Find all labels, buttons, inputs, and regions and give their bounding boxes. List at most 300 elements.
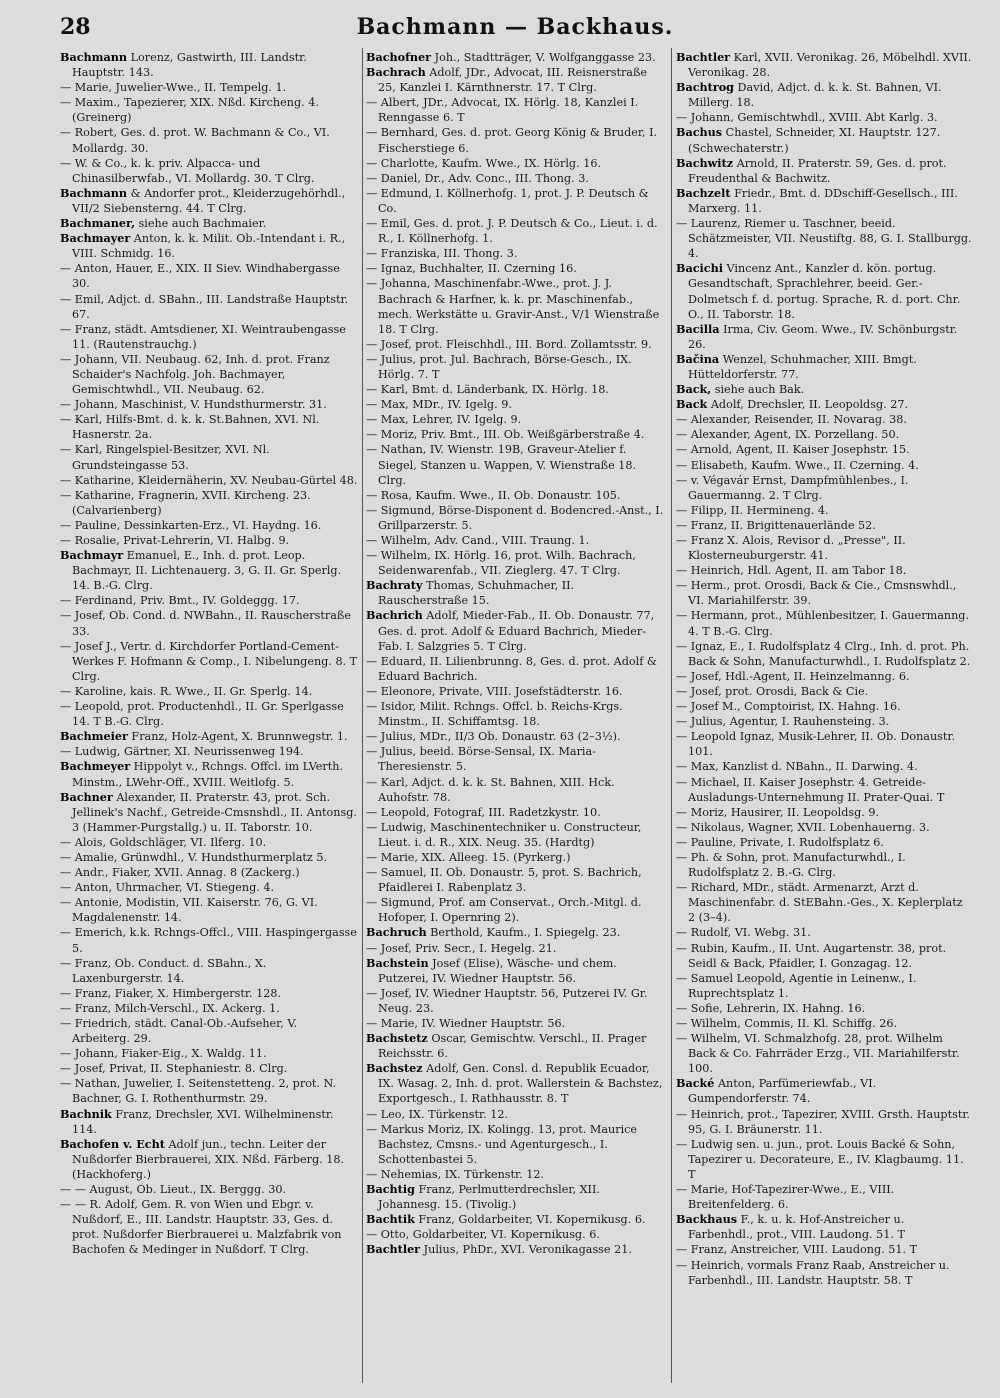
directory-entry [60, 639, 358, 684]
entry-details: — Sigmund, Börse-Disponent d. Bodencred.-Anst., I. Grillparzerstr. 5. [366, 503, 664, 532]
directory-entry [366, 684, 666, 699]
directory-entry [60, 1016, 358, 1046]
entry-details: — Friedrich, städt. Canal-Ob.-Aufseher, V. Arbeiterg. 29. [60, 1017, 298, 1046]
column-3 [676, 50, 972, 1390]
entry-details: — Herm., prot. Orosdi, Back & Cie., Cmsnswhdl., VI. Mariahilferstr. 39. [676, 579, 957, 608]
entry-details: — Heinrich, Hdl. Agent, II. am Tabor 18. [676, 564, 907, 578]
entry-surname: Bachstetz [366, 1031, 428, 1046]
entry-surname: Bachmayer [60, 231, 131, 246]
entry-details: Arnold, II. Praterstr. 59, Ges. d. prot. Freudenthal & Bachwitz. [688, 156, 947, 185]
directory-entry [676, 608, 972, 638]
entry-details: Adolf, Gen. Consl. d. Republik Ecuador, IX. Wasag. 2, Inh. d. prot. Wallerstein & Bachstez, Exportgesch., I. Rathhausstr. 8. T [378, 1062, 663, 1106]
entry-surname: Bachofner [366, 50, 432, 64]
entry-details: Adolf, Drechsler, II. Leopoldsg. 27. [707, 398, 909, 412]
directory-entry [366, 186, 666, 216]
directory-entry [676, 684, 972, 699]
directory-entry [60, 835, 358, 850]
directory-entry [366, 352, 666, 382]
entry-details: — Filipp, II. Hermineng. 4. [676, 503, 829, 517]
directory-entry [366, 382, 666, 397]
entry-surname: Bachruch [366, 925, 427, 940]
directory-entry [676, 880, 972, 925]
column-2 [366, 50, 666, 1390]
directory-entry [676, 850, 972, 880]
entry-details: — Franz, städt. Amtsdiener, XI. Weintraubengasse 11. (Rautenstrauchg.) [60, 322, 346, 351]
entry-details: — Johann, VII. Neubaug. 62, Inh. d. prot. Franz Schaider's Nachfolg. Joh. Bachmayer, Gemischtwhdl., VII. Neubaug. 62. [60, 352, 330, 397]
page-title: Bachmann — Backhaus. [356, 14, 674, 40]
directory-entry [676, 50, 972, 80]
entry-surname: Bacichi [676, 261, 723, 276]
directory-entry [60, 699, 358, 729]
directory-entry [60, 1061, 358, 1076]
entry-details: — — August, Ob. Lieut., IX. Berggg. 30. [60, 1183, 287, 1197]
entry-details: — Josef, Hdl.-Agent, II. Heinzelmanng. 6. [676, 669, 910, 683]
entry-details: — Max, Lehrer, IV. Igelg. 9. [366, 413, 522, 427]
entry-details: — Alois, Goldschläger, VI. Ilferg. 10. [60, 835, 267, 849]
directory-entry [366, 578, 666, 608]
directory-entry [366, 503, 666, 533]
entry-details: Alexander, II. Praterstr. 43, prot. Sch. Jellinek's Nachf., Getreide-Cmsnshdl., II. Antonsg. 3 (Hammer-Purgstallg.) u. II. Taborstr. 10. [72, 790, 357, 834]
entry-surname: Backé [676, 1076, 715, 1091]
entry-details: — Antonie, Modistin, VII. Kaiserstr. 76, G. VI. Magdalenenstr. 14. [60, 896, 318, 925]
directory-entry [366, 1167, 666, 1182]
entry-details: — Johann, Fiaker-Eig., X. Waldg. 11. [60, 1047, 267, 1061]
directory-entry [366, 986, 666, 1016]
directory-entry [60, 684, 358, 699]
page-number: 28 [60, 14, 91, 40]
entry-details: — Eduard, II. Lilienbrunng. 8, Ges. d. prot. Adolf & Eduard Bachrich. [366, 654, 657, 683]
entry-details: — Ferdinand, Priv. Bmt., IV. Goldeggg. 17. [60, 594, 300, 608]
entry-surname: Bachtler [676, 50, 731, 64]
directory-entry [676, 1137, 972, 1182]
directory-entry [676, 775, 972, 805]
entry-details: — Arnold, Agent, II. Kaiser Josephstr. 15. [676, 443, 910, 457]
entry-details: — Ludwig sen. u. jun., prot. Louis Backé & Sohn, Tapezirer u. Decorateure, E., IV. Klagbaumg. 11. T [676, 1137, 964, 1181]
entry-details: Joh., Stadtträger, V. Wolfganggasse 23. [431, 51, 656, 64]
entry-details: — Elisabeth, Kaufm. Wwe., II. Czerning. 4. [676, 458, 919, 472]
entry-surname: Bachstez [366, 1061, 423, 1076]
entry-details: — Karoline, kais. R. Wwe., II. Gr. Sperlg. 14. [60, 684, 313, 698]
directory-entry [676, 971, 972, 1001]
entry-surname: Bachtik [366, 1212, 415, 1227]
directory-entry [676, 518, 972, 533]
directory-entry [366, 50, 666, 65]
entry-details: — Emil, Adjct. d. SBahn., III. Landstraße Hauptstr. 67. [60, 292, 349, 321]
directory-entry [366, 1227, 666, 1242]
directory-entry [366, 548, 666, 578]
directory-entry [60, 759, 358, 789]
entry-details: — Marie, IV. Wiedner Hauptstr. 56. [366, 1017, 566, 1030]
directory-entry [366, 775, 666, 805]
entry-details: — Markus Moriz, IX. Kolingg. 13, prot. Maurice Bachstez, Cmsns.- und Agenturgesch., I. Schottenbastei 5. [366, 1122, 638, 1166]
directory-entry [366, 654, 666, 684]
directory-entry [366, 427, 666, 442]
entry-details: — Ph. & Sohn, prot. Manufacturwhdl., I. Rudolfsplatz 2. B.-G. Clrg. [676, 850, 906, 880]
entry-details: Karl, XVII. Veronikag. 26, Möbelhdl. XVII. Veronikag. 28. [688, 51, 972, 80]
entry-details: Thomas, Schuhmacher, II. Rauscherstraße 15. [378, 579, 575, 608]
entry-surname: Bachtrog [676, 80, 734, 95]
directory-entry [676, 397, 972, 412]
entry-details: & Andorfer prot., Kleiderzugehörhdl., VII/2 Siebensterng. 44. T Clrg. [72, 186, 346, 215]
directory-entry [366, 125, 666, 155]
entry-details: Julius, PhDr., XVI. Veronikagasse 21. [420, 1243, 632, 1257]
entry-details: — Ignaz, E., I. Rudolfsplatz 4 Clrg., Inh. d. prot. Ph. Back & Sohn, Manufacturwhdl., I. Rudolfsplatz 2. [676, 639, 971, 668]
directory-entry [60, 292, 358, 322]
entry-details: — Wilhelm, IX. Hörlg. 16, prot. Wilh. Bachrach, Seidenwarenfab., VII. Zieglerg. 47. T Clrg. [366, 549, 636, 578]
directory-entry [366, 1031, 666, 1061]
directory-entry [676, 1212, 972, 1242]
directory-entry [676, 699, 972, 714]
entry-details: — Alexander, Agent, IX. Porzellang. 50. [676, 428, 900, 442]
entry-details: — Josef J., Vertr. d. Kirchdorfer Portland-Cement-Werkes F. Hofmann & Comp., I. Nibelungeng. 8. T Clrg. [60, 639, 358, 683]
entry-surname: Bachmann [60, 185, 128, 200]
entry-details: — Julius, Agentur, I. Rauhensteing. 3. [676, 715, 890, 729]
column-divider [671, 48, 672, 1383]
directory-entry [60, 533, 358, 548]
entry-details: Chastel, Schneider, XI. Hauptstr. 127. (Schwechaterstr.) [688, 126, 941, 155]
directory-entry [366, 397, 666, 412]
directory-entry [60, 925, 358, 955]
entry-details: — Max, MDr., IV. Igelg. 9. [366, 398, 512, 412]
page-header [60, 14, 970, 44]
directory-entry [366, 337, 666, 352]
directory-entry [60, 442, 358, 472]
entry-details: — Pauline, Dessinkarten-Erz., VI. Haydng. 16. [60, 518, 322, 532]
directory-entry [676, 925, 972, 940]
entry-surname: Bachmayr [60, 548, 124, 563]
directory-entry [60, 352, 358, 397]
entry-details: — Franz, Anstreicher, VIII. Laudong. 51. T [676, 1243, 918, 1257]
entry-details: — Marie, Hof-Tapezirer-Wwe., E., VIII. Breitenfelderg. 6. [676, 1183, 895, 1212]
directory-entry [60, 1182, 358, 1197]
entry-details: — Franz, Fiaker, X. Himbergerstr. 128. [60, 986, 282, 1000]
entry-surname: Bachrich [366, 608, 423, 623]
entry-surname: Bachner [60, 789, 113, 804]
directory-entry [60, 986, 358, 1001]
entry-details: — Albert, JDr., Advocat, IX. Hörlg. 18, Kanzlei I. Renngasse 6. T [366, 96, 639, 125]
directory-entry [60, 322, 358, 352]
directory-entry [366, 533, 666, 548]
directory-entry [366, 805, 666, 820]
entry-details: Franz, Holz-Agent, X. Brunnwegstr. 1. [127, 730, 348, 744]
entry-surname: Bachstein [366, 955, 429, 970]
entry-surname: Bachtler [366, 1242, 421, 1257]
directory-entry [60, 156, 358, 186]
entry-details: — Wilhelm, Adv. Cand., VIII. Traung. 1. [366, 534, 590, 547]
entry-details: — Rosa, Kaufm. Wwe., II. Ob. Donaustr. 105. [366, 488, 621, 502]
entry-details: — Johann, Maschinist, V. Hundsthurmerstr. 31. [60, 398, 327, 412]
directory-entry [676, 1016, 972, 1031]
directory-entry [366, 1242, 666, 1257]
directory-entry [60, 397, 358, 412]
entry-details: — Pauline, Private, I. Rudolfsplatz 6. [676, 835, 884, 849]
directory-entry [366, 412, 666, 427]
entry-details: — Emil, Ges. d. prot. J. P. Deutsch & Co., Lieut. i. d. R., I. Köllnerhofg. 1. [366, 217, 658, 246]
entry-surname: Bacilla [676, 321, 720, 336]
directory-entry [60, 95, 358, 125]
directory-entry [676, 382, 972, 397]
directory-entry [676, 1242, 972, 1257]
entry-details: — Nehemias, IX. Türkenstr. 12. [366, 1167, 545, 1181]
directory-entry [676, 352, 972, 382]
entry-surname: Backhaus [676, 1212, 738, 1227]
directory-entry [366, 216, 666, 246]
directory-entry [366, 488, 666, 503]
directory-entry [676, 110, 972, 125]
entry-details: — Josef M., Comptoirist, IX. Hahng. 16. [676, 700, 901, 714]
directory-entry [676, 1182, 972, 1212]
entry-details: — Wilhelm, VI. Schmalzhofg. 28, prot. Wilhelm Back & Co. Fahrräder Erzg., VII. Mariahilferstr. 100. [676, 1032, 960, 1076]
entry-details: Franz, Drechsler, XVI. Wilhelminenstr. 114. [72, 1107, 334, 1136]
entry-details: — Marie, XIX. Alleeg. 15. (Pyrkerg.) [366, 850, 571, 864]
directory-entry [60, 790, 358, 835]
entry-details: — Daniel, Dr., Adv. Conc., III. Thong. 3. [366, 171, 589, 185]
entry-details: — Franz, Ob. Conduct. d. SBahn., X. Laxenburgerstr. 14. [60, 956, 267, 985]
entry-details: — Heinrich, vormals Franz Raab, Anstreicher u. Farbenhdl., III. Landstr. Hauptstr. 58. T [676, 1258, 950, 1287]
directory-entry [676, 563, 972, 578]
entry-details: Berthold, Kaufm., I. Spiegelg. 23. [426, 926, 621, 940]
directory-entry [366, 608, 666, 653]
directory-entry [60, 1137, 358, 1182]
directory-entry [366, 442, 666, 487]
entry-surname: Bachmaner, [60, 216, 135, 231]
directory-entry [60, 412, 358, 442]
entry-details: — Sofie, Lehrerin, IX. Hahng. 16. [676, 1001, 866, 1015]
entry-details: — Anton, Uhrmacher, VI. Stiegeng. 4. [60, 881, 275, 895]
directory-entry [60, 1046, 358, 1061]
entry-details: — Josef, Ob. Cond. d. NWBahn., II. Rauscherstraße 33. [60, 609, 351, 638]
directory-entry [676, 1076, 972, 1106]
entry-surname: Bachnik [60, 1106, 112, 1121]
entry-details: siehe auch Bak. [711, 383, 805, 397]
entry-details: — Wilhelm, Commis, II. Kl. Schiffg. 26. [676, 1017, 897, 1030]
directory-entry [60, 186, 358, 216]
entry-details: — Julius, prot. Jul. Bachrach, Börse-Gesch., IX. Hörlg. 7. T [366, 352, 632, 381]
entry-details: Friedr., Bmt. d. DDschiff-Gesellsch., III. Marxerg. 11. [688, 186, 958, 215]
entry-details: — Charlotte, Kaufm. Wwe., IX. Hörlg. 16. [366, 156, 602, 170]
directory-entry [60, 880, 358, 895]
entry-details: — Samuel Leopold, Agentie in Leinenw., I. Ruprechtsplatz 1. [676, 971, 917, 1000]
entry-details: — Max, Kanzlist d. NBahn., II. Darwing. 4. [676, 760, 918, 774]
directory-entry [60, 125, 358, 155]
entry-details: — Katharine, Kleidernäherin, XV. Neubau-Gürtel 48. [60, 473, 358, 487]
directory-entry [676, 1258, 972, 1288]
entry-surname: Bačina [676, 351, 720, 366]
directory-entry [60, 608, 358, 638]
entry-details: Anton, Parfümeriewfab., VI. Gumpendorferstr. 74. [688, 1077, 877, 1106]
directory-entry [60, 231, 358, 261]
entry-details: Hippolyt v., Rchngs. Offcl. im LVerth. Minstm., LWehr-Off., XVIII. Weitlofg. 5. [72, 760, 343, 789]
directory-entry [366, 156, 666, 171]
directory-entry [676, 427, 972, 442]
entry-surname: Bachrach [366, 65, 426, 80]
entry-details: — Josef, prot. Orosdi, Back & Cie. [676, 684, 869, 698]
entry-details: — Josef, IV. Wiedner Hauptstr. 56, Putzerei IV. Gr. Neug. 23. [366, 986, 648, 1015]
directory-entry [676, 639, 972, 669]
entry-details: — Richard, MDr., städt. Armenarzt, Arzt d. Maschinenfabr. d. StEBahn.-Ges., X. Keplerplatz 2 (3–4). [676, 881, 963, 925]
entry-details: — Franziska, III. Thong. 3. [366, 247, 518, 261]
directory-entry [60, 744, 358, 759]
entry-details: — Julius, beeid. Börse-Sensal, IX. Maria-Theresienstr. 5. [366, 745, 596, 774]
directory-entry [60, 80, 358, 95]
directory-entry [60, 518, 358, 533]
directory-entry [60, 593, 358, 608]
directory-entry [676, 1107, 972, 1137]
directory-entry [676, 820, 972, 835]
entry-surname: Bachraty [366, 578, 423, 593]
directory-entry [60, 850, 358, 865]
directory-entry [676, 669, 972, 684]
entry-details: — Leopold, prot. Productenhdl., II. Gr. Sperlgasse 14. T B.-G. Clrg. [60, 700, 344, 729]
entry-details: — Laurenz, Riemer u. Taschner, beeid. Schätzmeister, VII. Neustiftg. 88, G. I. Stallburgg. 4. [676, 217, 972, 261]
directory-entry [676, 125, 972, 155]
entry-details: — Karl, Hilfs-Bmt. d. k. k. St.Bahnen, XVI. Nl. Hasnerstr. 2a. [60, 413, 320, 442]
entry-details: — Hermann, prot., Mühlenbesitzer, I. Gauermanng. 4. T B.-G. Clrg. [676, 609, 970, 638]
directory-entry [676, 261, 972, 321]
column-1 [60, 50, 358, 1390]
entry-details: Lorenz, Gastwirth, III. Landstr. Hauptstr. 143. [72, 51, 307, 80]
entry-details: — Sigmund, Prof. am Conservat., Orch.-Mitgl. d. Hofoper, I. Opernring 2). [366, 896, 642, 925]
entry-surname: Bachofen v. Echt [60, 1136, 165, 1151]
directory-entry [366, 850, 666, 865]
entry-surname: Bachwitz [676, 155, 734, 170]
directory-entry [60, 548, 358, 593]
entry-details: — Leo, IX. Türkenstr. 12. [366, 1107, 509, 1121]
directory-entry [366, 744, 666, 774]
directory-entry [676, 1031, 972, 1076]
entry-surname: Bachtig [366, 1182, 415, 1197]
entry-details: siehe auch Bachmaier. [134, 217, 267, 231]
directory-entry [60, 1197, 358, 1257]
directory-entry [676, 805, 972, 820]
entry-details: — Rubin, Kaufm., II. Unt. Augartenstr. 38, prot. Seidl & Back, Pfaidler, I. Gonzagag. 12. [676, 941, 947, 970]
directory-entry [60, 1001, 358, 1016]
entry-details: — Amalie, Grünwdhl., V. Hundsthurmerplatz 5. [60, 850, 328, 864]
directory-entry [366, 1061, 666, 1106]
entry-details: David, Adjct. d. k. k. St. Bahnen, VI. Millerg. 18. [688, 81, 942, 110]
directory-entry [366, 1107, 666, 1122]
directory-entry [366, 956, 666, 986]
directory-entry [676, 473, 972, 503]
entry-details: — W. & Co., k. k. priv. Alpacca- und Chinasilberwfab., VI. Mollardg. 30. T Clrg. [60, 156, 315, 185]
entry-details: — Michael, II. Kaiser Josephstr. 4. Getreide-Ausladungs-Unternehmung II. Prater-Quai. T [676, 775, 945, 804]
entry-details: Franz, Goldarbeiter, VI. Kopernikusg. 6. [414, 1213, 646, 1227]
entry-details: — Ignaz, Buchhalter, II. Czerning 16. [366, 262, 577, 276]
entry-details: — Leopold Ignaz, Musik-Lehrer, II. Ob. Donaustr. 101. [676, 730, 956, 759]
entry-details: Josef (Elise), Wäsche- und chem. Putzerei, IV. Wiedner Hauptstr. 56. [378, 956, 617, 985]
entry-details: — Johanna, Maschinenfabr.-Wwe., prot. J. J. Bachrach & Harfner, k. k. pr. Maschinenfab., mech. Werkstätte u. Gravir-Anst., V/1 Wienstraße 18. T Clrg. [366, 277, 660, 336]
entry-details: — Robert, Ges. d. prot. W. Bachmann & Co., VI. Mollardg. 30. [60, 126, 330, 155]
entry-details: — Nikolaus, Wagner, XVII. Lobenhauerng. 3. [676, 820, 930, 834]
directory-entry [366, 261, 666, 276]
entry-details: — Moriz, Priv. Bmt., III. Ob. Weißgärberstraße 4. [366, 428, 645, 442]
entry-surname: Back, [676, 382, 712, 397]
entry-details: — Moriz, Hausirer, II. Leopoldsg. 9. [676, 805, 880, 819]
entry-details: Adolf, JDr., Advocat, III. Reisnerstraße 25, Kanzlei I. Kärnthnerstr. 17. T Clrg. [378, 66, 648, 95]
directory-entry [676, 941, 972, 971]
entry-details: — Samuel, II. Ob. Donaustr. 5, prot. S. Bachrich, Pfaidlerei I. Rabenplatz 3. [366, 866, 642, 895]
entry-details: — Josef, Privat, II. Stephaniestr. 8. Clrg. [60, 1062, 288, 1076]
directory-entry [366, 1016, 666, 1031]
directory-entry [676, 156, 972, 186]
entry-details: Anton, k. k. Milit. Ob.-Intendant i. R., VIII. Schmidg. 16. [72, 232, 346, 261]
entry-details: — Edmund, I. Köllnerhofg. 1, prot. J. P. Deutsch & Co. [366, 186, 649, 215]
directory-entry [60, 216, 358, 231]
entry-details: — Otto, Goldarbeiter, VI. Kopernikusg. 6. [366, 1228, 600, 1242]
entry-details: — Andr., Fiaker, XVII. Annag. 8 (Zackerg.) [60, 866, 300, 880]
entry-details: — Katharine, Fragnerin, XVII. Kircheng. 23. (Calvarienberg) [60, 488, 311, 517]
directory-entry [366, 699, 666, 729]
entry-details: — Johann, Gemischtwhdl., XVIII. Abt Karlg. 3. [676, 111, 938, 125]
directory-entry [60, 1076, 358, 1106]
entry-details: Irma, Civ. Geom. Wwe., IV. Schönburgstr. 26. [688, 322, 958, 351]
directory-entry [676, 216, 972, 261]
entry-details: — Nathan, IV. Wienstr. 19B, Graveur-Atelier f. Siegel, Stanzen u. Wappen, V. Wienstraße 18. Clrg. [366, 443, 637, 487]
entry-details: — Bernhard, Ges. d. prot. Georg König & Bruder, I. Fischerstiege 6. [366, 126, 658, 155]
directory-entry [676, 412, 972, 427]
directory-entry [366, 95, 666, 125]
entry-details: — Josef, prot. Fleischhdl., III. Bord. Zollamtsstr. 9. [366, 337, 652, 351]
entry-details: — Josef, Priv. Secr., I. Hegelg. 21. [366, 941, 557, 955]
directory-entry [366, 865, 666, 895]
directory-entry [60, 895, 358, 925]
directory-entry [60, 488, 358, 518]
directory-entry [676, 503, 972, 518]
entry-details: — v. Végavár Ernst, Dampfmühlenbes., I. Gauermanng. 2. T Clrg. [676, 473, 909, 502]
directory-entry [366, 895, 666, 925]
entry-details: Wenzel, Schuhmacher, XIII. Bmgt. Hütteldorferstr. 77. [688, 352, 917, 381]
entry-details: Emanuel, E., Inh. d. prot. Leop. Bachmayr, II. Lichtenauerg. 3, G. II. Gr. Sperlg. 14. B.-G. Clrg. [72, 549, 342, 593]
entry-details: — Heinrich, prot., Tapezirer, XVIII. Grsth. Hauptstr. 95, G. I. Bräunerstr. 11. [676, 1107, 970, 1136]
entry-details: — Eleonore, Private, VIII. Josefstädterstr. 16. [366, 684, 623, 698]
directory-entry [366, 729, 666, 744]
entry-details: — Rosalie, Privat-Lehrerin, VI. Halbg. 9. [60, 534, 290, 547]
entry-details: Adolf, Mieder-Fab., II. Ob. Donaustr. 77, Ges. d. prot. Adolf & Eduard Bachrich, Mieder-Fab. I. Salzgries 5. T Clrg. [378, 609, 655, 653]
entry-surname: Bachmeier [60, 729, 128, 744]
directory-entry [60, 865, 358, 880]
entry-details: Vincenz Ant., Kanzler d. kön. portug. Gesandtschaft, Sprachlehrer, beeid. Ger.-Dolmetsch f. d. portug. Sprache, R. d. port. Chr. O., II. Taborstr. 18. [688, 262, 961, 321]
entry-details: Franz, Perlmutterdrechsler, XII. Johannesg. 15. (Tivolig.) [378, 1183, 600, 1212]
entry-details: — Isidor, Milit. Rchngs. Offcl. b. Reichs-Krgs. Minstm., II. Schiffamtsg. 18. [366, 700, 623, 729]
entry-details: — — R. Adolf, Gem. R. von Wien und Ebgr. v. Nußdorf, E., III. Landstr. Hauptstr. 33, Ges. d. prot. Nußdorfer Bierbrauerei u. Malzfabrik von Bachofen & Medinger in Nußdorf. T Clrg. [60, 1198, 342, 1257]
entry-details: — Rudolf, VI. Webg. 31. [676, 926, 811, 940]
entry-details: — Anton, Hauer, E., XIX. II Siev. Windhabergasse 30. [60, 262, 340, 291]
directory-entry [676, 759, 972, 774]
entry-details: — Julius, MDr., II/3 Ob. Donaustr. 63 (2–3½). [366, 730, 621, 744]
entry-details: — Emerich, k.k. Rchngs-Offcl., VIII. Haspingergasse 5. [60, 926, 357, 955]
directory-entry [366, 820, 666, 850]
entry-details: — Maxim., Tapezierer, XIX. Nßd. Kircheng. 4. (Greinerg) [60, 96, 319, 125]
column-divider [362, 48, 363, 1383]
entry-details: — Franz, Milch-Verschl., IX. Ackerg. 1. [60, 1001, 280, 1015]
entry-surname: Bachmeyer [60, 759, 131, 774]
entry-surname: Bachmann [60, 50, 128, 64]
directory-entry [676, 442, 972, 457]
entry-details: — Nathan, Juwelier, I. Seitenstetteng. 2, prot. N. Bachner, G. I. Rothenthurmstr. 29. [60, 1077, 337, 1106]
entry-details: — Franz X. Alois, Revisor d. „Presse", II. Klosterneuburgerstr. 41. [676, 534, 906, 563]
entry-details: — Ludwig, Maschinentechniker u. Constructeur, Lieut. i. d. R., XIX. Neug. 35. (Hardtg) [366, 820, 642, 849]
entry-surname: Bachzelt [676, 185, 731, 200]
directory-entry [366, 941, 666, 956]
directory-entry [366, 65, 666, 95]
directory-entry [676, 322, 972, 352]
entry-details: Oscar, Gemischtw. Verschl., II. Prager Reichsstr. 6. [378, 1032, 647, 1061]
entry-details: — Karl, Bmt. d. Länderbank, IX. Hörlg. 18. [366, 383, 609, 397]
entry-details: — Franz, II. Brigittenauerlände 52. [676, 518, 876, 532]
directory-entry [676, 533, 972, 563]
directory-entry [60, 956, 358, 986]
directory-entry [676, 835, 972, 850]
